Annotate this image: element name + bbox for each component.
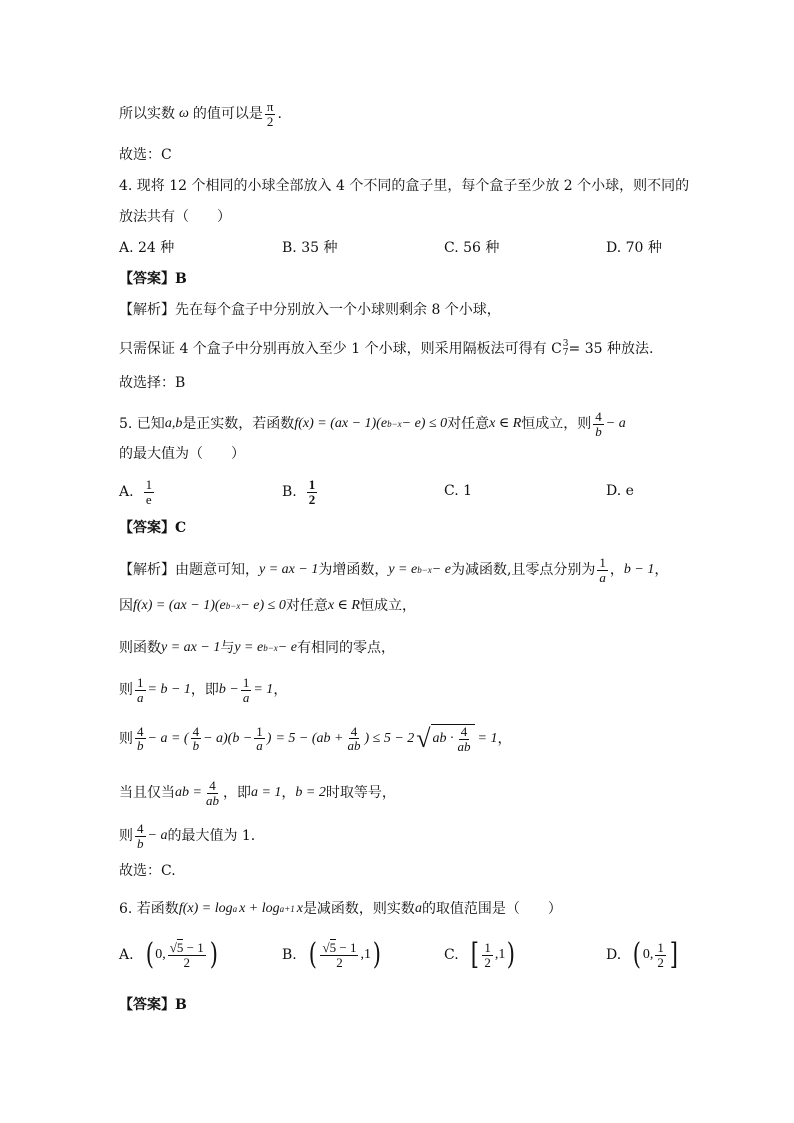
- text: D. e: [606, 483, 634, 499]
- text: 的最大值为 1.: [167, 828, 256, 845]
- paren: (: [308, 937, 317, 972]
- text: 【解析】由题意可知，: [119, 562, 259, 579]
- bracket: [: [470, 937, 479, 972]
- denominator: 2: [336, 954, 343, 970]
- q4-option-a: [119, 241, 174, 255]
- denominator: a: [137, 689, 144, 705]
- paren: ): [209, 937, 218, 972]
- math: − a = (: [147, 730, 189, 746]
- text: 为增函数，: [318, 562, 389, 579]
- denominator: 2: [266, 113, 274, 129]
- math: ab =: [175, 785, 202, 801]
- q5-stem-1: 5. 已知 a,b 是正实数，若函数 f(x) = (ax − 1)(e b−x − e) ≤ 0 对任意 x ∈ R 恒成立，则 $\frac{4}{b}$ − a: [119, 409, 626, 439]
- text: 的值可以是: [192, 106, 263, 123]
- fraction: [456, 725, 473, 753]
- math: ab ·: [432, 731, 454, 747]
- fraction: [254, 725, 265, 753]
- math: = 5 − (ab +: [275, 730, 344, 746]
- math: a,b: [164, 416, 183, 432]
- denominator: 2: [484, 954, 491, 970]
- math: x: [296, 901, 303, 916]
- numerator: √5 − 1: [322, 939, 357, 955]
- text: ，: [609, 562, 624, 579]
- denominator: a: [242, 689, 250, 705]
- q6-answer: [119, 998, 187, 1012]
- text: 是正实数，若函数: [182, 416, 295, 433]
- q5-choose: [119, 864, 176, 878]
- q5-option-a: [119, 478, 156, 506]
- numerator: 4: [192, 723, 200, 739]
- fraction: [135, 822, 146, 850]
- sqrt-body: [431, 724, 475, 753]
- fraction: [307, 478, 318, 506]
- numerator: 1: [256, 723, 263, 739]
- numerator: 1: [242, 675, 250, 690]
- numerator: √5 − 1: [169, 939, 204, 955]
- text: ，: [497, 730, 512, 747]
- text: C. 1: [444, 483, 473, 499]
- math: − e) ≤ 0: [401, 416, 448, 432]
- math: ): [266, 730, 272, 746]
- omega: ω: [179, 106, 189, 122]
- fraction-pi-over-2: [265, 100, 276, 128]
- numerator: 1: [599, 555, 606, 570]
- denominator: ab: [205, 792, 219, 808]
- numerator: 4: [209, 778, 216, 793]
- math: 0,: [155, 947, 166, 962]
- text: C. 56 种: [444, 240, 500, 256]
- paren: ): [372, 937, 381, 972]
- numerator: π: [266, 99, 274, 114]
- q6-stem: 6. 若函数 f(x) = log a x + log a+1 x 是减函数，则实数 a 的取值范围是（ ）: [119, 901, 562, 917]
- text: 对任意: [447, 416, 490, 433]
- text: B.: [282, 947, 297, 963]
- text: 故选：C.: [119, 863, 176, 879]
- text: 是减函数，则实数: [302, 901, 415, 917]
- paren: (: [145, 937, 154, 972]
- fraction: [345, 725, 362, 753]
- math: f(x) = (ax − 1)(e: [133, 598, 226, 613]
- paren: ): [507, 937, 516, 972]
- math: a = 1: [250, 785, 282, 801]
- text: 则: [119, 828, 133, 845]
- numerator: 1: [145, 477, 153, 492]
- sqrt-sign: √: [416, 723, 431, 753]
- text: ，即: [190, 682, 219, 699]
- text: 有相同的零点，: [296, 640, 395, 656]
- denominator: 2: [657, 954, 664, 970]
- q5-answer: [119, 521, 186, 535]
- fraction: [168, 941, 206, 969]
- numerator: 1: [137, 675, 144, 690]
- q5-analysis-5: [119, 724, 512, 753]
- q4-option-d: [606, 241, 662, 255]
- q6-option-c: [444, 937, 517, 972]
- denominator: 2: [183, 954, 191, 970]
- conclusion-line: [119, 100, 282, 128]
- text: 为减函数,且零点分别为: [450, 562, 596, 579]
- numerator: 4: [350, 723, 358, 739]
- text: D.: [606, 947, 622, 963]
- q5-stem-2: [119, 447, 245, 461]
- denominator: ab: [347, 738, 361, 754]
- math: = 1: [477, 730, 498, 746]
- numerator: 4: [137, 723, 144, 739]
- text: 故选：C: [119, 147, 172, 163]
- text: ，即: [222, 785, 251, 802]
- q6-option-b: [282, 937, 383, 972]
- text: 放法共有（ ）: [119, 209, 231, 225]
- fraction: [597, 556, 608, 584]
- text: A.: [119, 484, 134, 501]
- denominator: a: [256, 738, 263, 754]
- numerator: 4: [137, 821, 144, 836]
- fraction: [482, 941, 493, 969]
- denominator: b: [192, 738, 200, 754]
- text: ，: [654, 562, 669, 579]
- denominator: b: [137, 738, 144, 754]
- text: 【答案】B: [119, 271, 187, 287]
- text: 与: [220, 640, 235, 656]
- text: 因: [119, 598, 133, 614]
- text: A. 24 种: [119, 240, 175, 256]
- math: y = ax − 1: [259, 562, 319, 578]
- text: D. 70 种: [606, 240, 662, 256]
- math: x + log: [239, 901, 280, 916]
- q5-analysis-3: 则函数 y = ax − 1 与 y = e b−x − e 有相同的零点，: [119, 640, 395, 656]
- math: ) ≤ 5 − 2: [364, 730, 415, 746]
- text: 的取值范围是（ ）: [421, 901, 562, 917]
- math: − a)(b −: [203, 730, 253, 746]
- q4-analysis-1: [119, 303, 501, 317]
- text: 所以实数: [119, 106, 175, 123]
- math: = b − 1: [147, 682, 191, 698]
- q4-choose: [119, 376, 185, 390]
- q5-analysis-2: 因 f(x) = (ax − 1)(e b−x − e) ≤ 0 对任意 x ∈ R 恒成立，: [119, 598, 416, 614]
- fraction: [241, 676, 252, 704]
- math: − e: [277, 640, 297, 655]
- sup: 3: [562, 339, 569, 349]
- math: − e) ≤ 0: [240, 598, 286, 613]
- text: 【解析】先在每个盒子中分别放入一个小球则剩余 8 个小球，: [119, 302, 501, 318]
- math: y = e: [234, 640, 264, 655]
- sub: 7: [562, 348, 569, 358]
- text: 时取等号，: [325, 785, 396, 802]
- q5-option-c: [444, 484, 472, 498]
- math: 0,: [642, 947, 654, 962]
- text: 当且仅当: [119, 785, 175, 802]
- math: x ∈ R: [489, 416, 522, 432]
- fraction: [320, 941, 358, 969]
- text: 对任意: [285, 598, 328, 614]
- text: ，: [273, 682, 288, 699]
- q5-analysis-4: [119, 676, 287, 704]
- text: 则: [119, 682, 133, 699]
- math: − e: [431, 562, 451, 578]
- text: 恒成立，则: [521, 416, 592, 433]
- fraction: [135, 725, 146, 753]
- denominator: 2: [308, 491, 316, 507]
- text: 的最大值为（ ）: [119, 446, 245, 462]
- fraction: [655, 941, 666, 969]
- text: 则: [119, 730, 133, 747]
- fraction: [204, 779, 221, 807]
- text: 恒成立，: [359, 598, 416, 614]
- text: 【答案】C: [119, 520, 187, 536]
- math: ,1: [360, 947, 371, 962]
- numerator: 4: [595, 409, 602, 424]
- numerator: 4: [460, 724, 468, 739]
- paren: (: [632, 937, 642, 972]
- text: 5. 已知: [119, 416, 165, 433]
- math: f(x) = (ax − 1)(e: [294, 416, 388, 432]
- math: y = e: [388, 562, 418, 578]
- text: 4. 现将 12 个相同的小球全部放入 4 个不同的盒子里，每个盒子至少放 2 个小球，则不同的: [119, 178, 690, 194]
- denominator: a: [599, 569, 606, 585]
- q5-option-b: [282, 478, 319, 506]
- q4-option-c: [444, 241, 499, 255]
- math: a: [414, 901, 422, 916]
- math: − a: [147, 828, 168, 844]
- q6-option-d: [606, 937, 680, 972]
- math: b = 2: [295, 785, 326, 801]
- text: 故选择：B: [119, 375, 186, 391]
- q4-stem-1: [119, 179, 689, 193]
- q5-analysis-1: 【解析】由题意可知， y = ax − 1 为增函数， y = e b−x − e 为减函数,且零点分别为 $\frac{1}{a}$ ， b − 1 ，: [119, 555, 669, 585]
- denominator: e: [145, 491, 152, 507]
- q4-option-b: [282, 241, 337, 255]
- q4-answer: [119, 272, 187, 286]
- math: y = ax − 1: [161, 640, 221, 655]
- fraction: [593, 410, 604, 438]
- numerator: 1: [308, 477, 316, 492]
- denominator: b: [595, 423, 602, 439]
- denominator: b: [137, 835, 144, 851]
- fraction: [144, 478, 155, 506]
- fraction: [191, 725, 202, 753]
- text: 【答案】B: [119, 997, 187, 1013]
- math: ,1: [494, 947, 506, 962]
- q6-option-a: [119, 937, 219, 972]
- text: B.: [282, 484, 297, 501]
- text: ，: [281, 785, 296, 802]
- q5-analysis-7: [119, 822, 255, 850]
- q5-option-d: [606, 484, 634, 498]
- text: C.: [444, 947, 459, 963]
- text: B. 35 种: [282, 240, 338, 256]
- choice-line: [119, 148, 172, 162]
- math: x ∈ R: [327, 598, 360, 613]
- q5-analysis-6: [119, 779, 396, 807]
- text: 6. 若函数: [119, 901, 179, 917]
- math: 5: [329, 939, 337, 955]
- text: 只需保证 4 个盒子中分别再放入至少 1 个小球，则采用隔板法可得有 C: [119, 341, 562, 357]
- bracket: ]: [669, 937, 678, 972]
- math: = 1: [253, 682, 274, 698]
- math: b − 1: [623, 562, 655, 578]
- text: = 35 种放法.: [568, 341, 654, 357]
- math: − a: [605, 416, 626, 432]
- math: 5: [176, 939, 184, 955]
- numerator: 1: [484, 939, 491, 955]
- numerator: 1: [657, 939, 664, 955]
- denominator: ab: [457, 738, 471, 754]
- math: b −: [218, 682, 239, 698]
- text: 则函数: [119, 640, 161, 656]
- q4-stem-2: [119, 210, 231, 224]
- q4-analysis-2: [119, 340, 653, 358]
- text: .: [277, 106, 282, 123]
- text: A.: [119, 947, 134, 963]
- fraction: [135, 676, 146, 704]
- math: f(x) = log: [178, 901, 233, 916]
